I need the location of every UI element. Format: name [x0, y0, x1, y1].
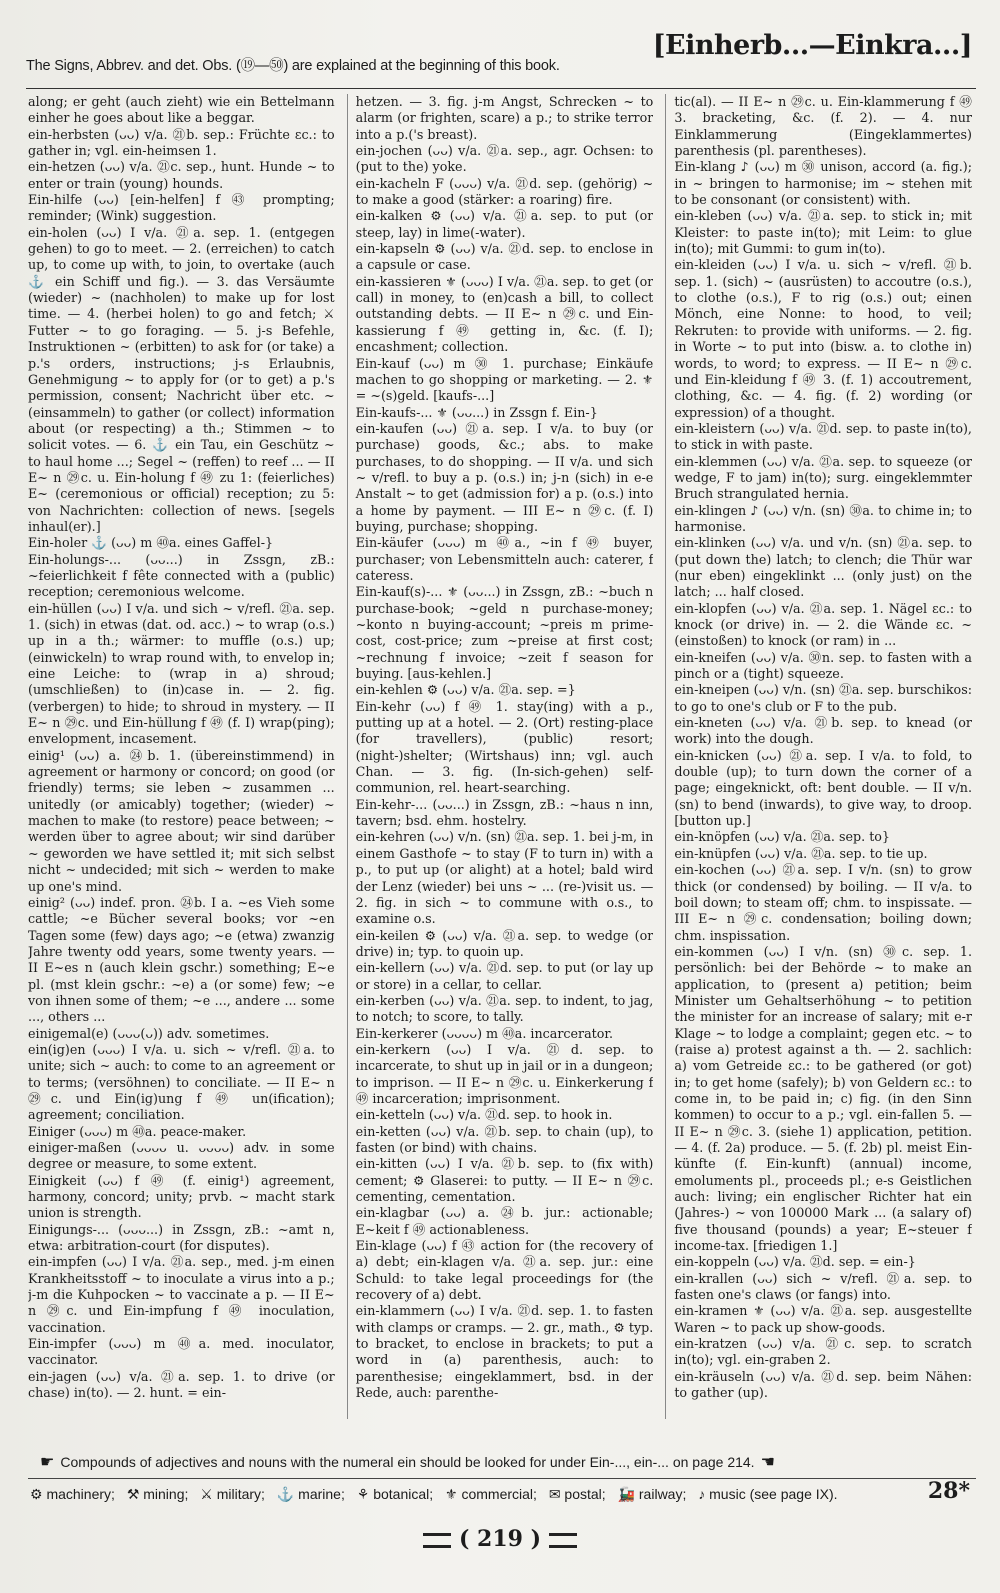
ornament-bar — [423, 1533, 451, 1548]
dictionary-entry: ein-kellern (ᴗᴗ) v/a. ㉑d. sep. to put (or lay up or store) in a cellar, to cellar. — [355, 960, 654, 992]
dictionary-entry: ein-kaufen (ᴗᴗ) ㉑a. sep. I v/a. to buy (or purchase) goods, &c.; abs. to make purchases, to do shopping. — II v/a. und sich ~ v/refl. to buy a p. (o.s.) in; j-n (sich) in e-e Anstalt ~ to get (admission for) a p. (o.s.) into a home by payment. — III E~ n ㉙c. (f. I) buying, purchase; shopping. — [355, 420, 654, 534]
legend-rule — [28, 1478, 976, 1479]
dictionary-entry: Ein-impfer (ᴗᴗᴗ) m ㊵a. med. inoculator, vaccinator. — [28, 1336, 335, 1368]
dictionary-entry: ein-kerben (ᴗᴗ) v/a. ㉑a. sep. to indent, to jag, to notch; to score, to tally. — [355, 992, 654, 1025]
column-right — [665, 94, 972, 1419]
column-middle — [347, 94, 654, 1419]
dictionary-entry: ein-keilen ⚙ (ᴗᴗ) v/a. ㉑a. sep. to wedge (or drive) in; typ. to quoin up. — [355, 927, 654, 959]
dictionary-entry: ein-kehren (ᴗᴗ) v/n. (sn) ㉑a. sep. 1. bei j-m, in einem Gasthofe ~ to stay (F to turn in) with a p., to put up (or alight) at a hotel; bald wird der Lenz (wieder) bei uns ~ ... (re-)visit us. — 2. fig. in sich ~ to commune with o.s., to examine o.s. — [355, 829, 654, 927]
dictionary-entry: ein-kacheln F (ᴗᴗᴗ) v/a. ㉑d. sep. (gehörig) ~ to make a good (stärker: a roaring) fire. — [355, 175, 654, 208]
footnote-text: Compounds of adjectives and nouns with the numeral ein should be looked for under Ein-..., ein-... on page 214. — [60, 1454, 755, 1470]
dictionary-entry: ein-koppeln (ᴗᴗ) v/a. ㉑d. sep. = ein-} — [674, 1254, 916, 1270]
dictionary-entry: ein-kleiden (ᴗᴗ) I v/a. u. sich ~ v/refl. ㉑b. sep. 1. (sich) ~ (ausrüsten) to accoutre (o.s.), to clothe (o.s.), F to rig (o.s.) out; einen Mönch, eine Nonne: to hood, to veil; Rekruten: to provide with uniforms. — 2. fig. in Worte ~ to put into (bisw. a. to clothe in) words, to word; to express. — II E~ n ㉙c. und Ein-kleidung f ㊾ 3. (f. 1) accoutrement, clothing, &c. — 4. fig. (f. 2) wording (or expression) of a thought. — [674, 257, 972, 420]
dictionary-entry: Einigkeit (ᴗᴗ) f ㊾ (f. einig¹) agreement, harmony, concord; unity; prvb. ~ macht stark union is strength. — [28, 1172, 335, 1221]
dictionary-entry: ein-herbsten (ᴗᴗ) v/a. ㉑b. sep.: Früchte ɛc.: to gather in; vgl. ein-heimsen 1. — [28, 126, 335, 159]
dictionary-entry: einiger-maßen (ᴗᴗᴗᴗ u. ᴗᴗᴗᴗ) adv. in some degree or measure, to some extent. — [28, 1140, 335, 1172]
dictionary-entry: ein-kratzen (ᴗᴗ) v/a. ㉑c. sep. to scratch in(to); vgl. ein-graben 2. — [674, 1336, 972, 1368]
dictionary-entry: Ein-klang ♪ (ᴗᴗ) m ㉚ unison, accord (a. fig.); in ~ bringen to harmonise; im ~ stehen mit to be consonant (or consistent) with. — [674, 159, 972, 208]
page-number-text: ( 219 ) — [458, 1526, 542, 1552]
dictionary-entry: ein-kleben (ᴗᴗ) v/a. ㉑a. sep. to stick in; mit Kleister: to paste in(to); mit Leim: to glue in(to); mit Gummi: to gum in(to). — [674, 208, 972, 257]
legend-item: ♪ music (see page IX). — [698, 1486, 838, 1502]
dictionary-entry: ein-kleistern (ᴗᴗ) v/a. ㉑d. sep. to paste in(to), to stick in with paste. — [674, 420, 972, 453]
dictionary-entry: ein-klopfen (ᴗᴗ) v/a. ㉑a. sep. 1. Nägel ɛc.: to knock (or drive) in. — 2. die Wände ɛc. ~ (einstoßen) to knock (or ram) in ... — [674, 600, 972, 649]
legend-item: ⚜ commercial; — [445, 1486, 537, 1502]
legend-item: ⚙ machinery; — [30, 1486, 115, 1502]
sheet-signature: 28* — [927, 1478, 970, 1504]
dictionary-entry: Ein-kehr-... (ᴗᴗ...) in Zssgn, zB.: ~haus n inn, tavern; bsd. ehm. hostelry. — [355, 796, 654, 829]
dictionary-entry: Ein-kaufs-... ⚜ (ᴗᴗ...) in Zssgn f. Ein-} — [355, 404, 598, 420]
dictionary-entry: ein-holen (ᴗᴗ) I v/a. ㉑a. sep. 1. (entgegen gehen) to go to meet. — 2. (erreichen) to catch up, to come up with, to join, to overtake (auch ⚓ ein Schiff und fig.). — 3. das Versäumte (wieder) ~ (nachholen) to make up for lost time. — 4. (herbei holen) to go and fetch; ⚔ Futter ~ to go foraging. — 5. j-s Befehle, Instruktionen ~ (erbitten) to ask for (or take) a p.'s orders, instructions; j-s Erlaubnis, Genehmigung ~ to apply for (or to get) a p.'s permission, consent; Nachricht über etc. ~ (einsammeln) to gather (or collect) information about (or respecting) a th.; Stimmen ~ to solicit votes. — 6. ⚓ ein Tau, ein Geschütz ~ to haul home ...; Segel ~ (reffen) to reef ... — II E~ n ㉙c. u. Ein-holung f ㊾ zu 1: (feierliches) E~ (ceremonious or official) reception; zu 5: von Nachrichten: collection of news. [segels inhaul(er).] — [28, 224, 335, 534]
guide-words: [Einherb...—Einkra...] — [652, 30, 972, 61]
header-rule — [26, 88, 976, 89]
dictionary-entry: ein-kapseln ⚙ (ᴗᴗ) v/a. ㉑d. sep. to enclose in a capsule or case. — [355, 241, 654, 273]
dictionary-entry: Ein-klage (ᴗᴗ) f ㊸ action for (the recovery of a) debt; ein-klagen v/a. ㉑a. sep. jur.: eine Schuld: to take legal proceedings for (the recovery of a) debt. — [355, 1238, 654, 1303]
dictionary-entry: tic(al). — II E~ n ㉙c. u. Ein-klammerung f ㊾ 3. bracketing, &c. (f. 2). — 4. nur Einklammerung (Eingeklammertes) parenthesis (pl. parentheses). — [674, 94, 972, 159]
dictionary-entry: ein-kneifen (ᴗᴗ) v/a. ㉚n. sep. to fasten with a pinch or a (tight) squeeze. — [674, 649, 972, 682]
legend-item: ⚘ botanical; — [356, 1486, 434, 1502]
dictionary-entry: ein-kneten (ᴗᴗ) v/a. ㉑b. sep. to knead (or work) into the dough. — [674, 715, 972, 747]
dictionary-entry: Einiger (ᴗᴗᴗ) m ㊵a. peace-maker. — [28, 1123, 247, 1139]
dictionary-entry: Ein-kauf(s)-... ⚜ (ᴗᴗ...) in Zssgn, zB.: ~buch n purchase-book; ~geld n purchase-money; ~konto n buying-account; ~preis m prime-cost, cost-price; zum ~preise at first cost; ~rechnung f invoice; ~zeit f season for buying. [aus-kehlen.] — [355, 584, 654, 682]
dictionary-entry: ein-klammern (ᴗᴗ) I v/a. ㉑d. sep. 1. to fasten with clamps or cramps. — 2. gr., math., ⚙ typ. to bracket, to enclose in brackets; to put a word in (a) parenthesis, auch: to parenthesise; eingeklammert, bsd. in der Rede, auch: parenthe- — [355, 1303, 654, 1401]
dictionary-entry: along; er geht (auch zieht) wie ein Bettelmann einher he goes about like a beggar. — [28, 94, 335, 126]
dictionary-entry: ein-kommen (ᴗᴗ) I v/n. (sn) ㉚c. sep. 1. persönlich: bei der Behörde ~ to make an application, to (present a) petition; beim Minister um Gehaltserhöhung ~ to petition the minister for an increase of salary; mit e-r Klage ~ to lodge a complaint; gegen etc. ~ to (raise a) protest against a th. — 2. sachlich: a) vom Getreide ɛc.: to be gathered (or got) in; to get home (safely); b) von Geldern ɛc.: to come in, to be paid in; c) fig. (in den Sinn kommen) to occur to a p.; vgl. ein-fallen 5. — II E~ n ㉙c. 3. (siehe 1) application, petition. — 4. (f. 2a) produce. — 5. (f. 2b) pl. meist Ein-künfte (f. Ein-kunft) (annual) income, emoluments pl., proceeds pl.; e-s Geistlichen auch: living; ein englischer Richter hat ein (Jahres-) ~ von 100000 Mark ... (a salary of) five thousand (pounds) a year; E~steuer f income-tax. [friedigen 1.] — [674, 943, 972, 1254]
ornament-bar — [549, 1533, 577, 1548]
dictionary-entry: ein-ketten (ᴗᴗ) v/a. ㉑b. sep. to chain (up), to fasten (or bind) with chains. — [355, 1123, 654, 1155]
dictionary-entry: ein-kramen ⚜ (ᴗᴗ) v/a. ㉑a. sep. ausgestellte Waren ~ to pack up show-goods. — [674, 1303, 972, 1335]
dictionary-entry: Ein-holer ⚓ (ᴗᴗ) m ㊵a. eines Gaffel-} — [28, 535, 274, 551]
dictionary-entry: Ein-kehr (ᴗᴗ) f ㊾ 1. stay(ing) with a p., putting up at a hotel. — 2. (Ort) resting-place (for travellers), (public) resort; (night-)shelter; (Wirtshaus) inn; vgl. auch Chan. — 3. fig. (In-sich-gehen) self-communion, rel. heart-searching. — [355, 698, 654, 796]
dictionary-entry: ein-kerkern (ᴗᴗ) I v/a. ㉑d. sep. to incarcerate, to shut up in jail or in a dungeon; to imprison. — II E~ n ㉙c. u. Einkerkerung f ㊾ incarceration; imprisonment. — [355, 1041, 654, 1106]
dictionary-entry: ein-knüpfen (ᴗᴗ) v/a. ㉑a. sep. to tie up. — [674, 845, 928, 861]
dictionary-entry: ein-kochen (ᴗᴗ) ㉑a. sep. I v/n. (sn) to grow thick (or condensed) by boiling. — II v/a. to boil down; to steam off; chm. to inspissate. — III E~ n ㉙c. condensation; boiling down; chm. inspissation. — [674, 862, 972, 943]
entry-columns — [28, 94, 972, 1419]
dictionary-entry: ein-klagbar (ᴗᴗ) a. ㉔b. jur.: actionable; E~keit f ㊾ actionableness. — [355, 1205, 654, 1237]
dictionary-entry: ein-hetzen (ᴗᴗ) v/a. ㉑c. sep., hunt. Hunde ~ to enter or train (young) hounds. — [28, 159, 335, 191]
dictionary-entry: Ein-kerkerer (ᴗᴗᴗᴗ) m ㊵a. incarcerator. — [355, 1025, 614, 1041]
legend-item: ✉ postal; — [548, 1486, 606, 1502]
dictionary-entry: ein-kitten (ᴗᴗ) I v/a. ㉑b. sep. to (fix with) cement; ⚙ Glaserei: to putty. — II E~ n ㉙c. cementing, cementation. — [355, 1156, 654, 1205]
dictionary-entry: ein-knöpfen (ᴗᴗ) v/a. ㉑a. sep. to} — [674, 829, 890, 845]
dictionary-entry: ein-kehlen ⚙ (ᴗᴗ) v/a. ㉑a. sep. =} — [355, 682, 576, 698]
abbreviation-note: The Signs, Abbrev. and det. Obs. (⑲—㊿) are explained at the beginning of this book. — [26, 58, 560, 74]
legend-item: 🚂 railway; — [617, 1486, 687, 1502]
legend-item: ⚒ mining; — [126, 1486, 189, 1502]
dictionary-entry: ein-knicken (ᴗᴗ) ㉑a. sep. I v/a. to fold, to double (up); to turn down the corner of a page; eingeknickt, oft: bent double. — II v/n. (sn) to bend (inwards), to give way, to droop. [button up.] — [674, 747, 972, 829]
dictionary-entry: ein-kassieren ⚜ (ᴗᴗᴗ) I v/a. ㉑a. sep. to get (or call) in money, to (en)cash a bill, to collect outstanding debts. — II E~ n ㉙c. und Ein-kassierung f ㊾ getting in, &c. (f. I); encashment; collection. — [355, 273, 654, 355]
page-number — [0, 1526, 1000, 1552]
symbol-legend — [30, 1486, 976, 1503]
compounds-footnote — [40, 1452, 970, 1472]
dictionary-entry: ein-kalken ⚙ (ᴗᴗ) v/a. ㉑a. sep. to put (or steep, lay) in lime(-water). — [355, 208, 654, 240]
dictionary-entry: einig¹ (ᴗᴗ) a. ㉔b. 1. (übereinstimmend) in agreement or harmony or concord; on good (or friendly) terms; sie leben ~ zusammen ... unitedly (or amicably) together; (wieder) ~ machen to make (to restore) peace between; ~ werden über to agree about; wir sind darüber ~ geworden we have settled it; mit sich selbst nicht ~ undecided; mit sich ~ werden to make up one's mind. — [28, 747, 335, 894]
dictionary-entry: ein-hüllen (ᴗᴗ) I v/a. und sich ~ v/refl. ㉑a. sep. 1. (sich) in etwas (dat. od. acc.) ~ to wrap (o.s.) up in a th.; wärmer: to muffle (o.s.) up; (einwickeln) to wrap round with, to envelop in; eine Leiche: to (wrap in a) shroud; (umschließen) to (in)case in. — 2. fig. (verbergen) to hide; to shroud in mystery. — II E~ n ㉙c. und Ein-hüllung f ㊾ (f. I) wrap(ping); envelopment, incasement. — [28, 600, 335, 747]
dictionary-entry: ein-kräuseln (ᴗᴗ) v/a. ㉑d. sep. beim Nähen: to gather (up). — [674, 1368, 972, 1401]
dictionary-entry: ein-klingen ♪ (ᴗᴗ) v/n. (sn) ㉚a. to chime in; to harmonise. — [674, 502, 972, 534]
dictionary-entry: ein-krallen (ᴗᴗ) sich ~ v/refl. ㉑a. sep. to fasten one's claws (or fangs) into. — [674, 1270, 972, 1303]
dictionary-entry: Ein-kauf (ᴗᴗ) m ㉚ 1. purchase; Einkäufe machen to go shopping or marketing. — 2. ⚜ = ~(s)geld. [kaufs-...] — [355, 355, 654, 404]
dictionary-entry: einigemal(e) (ᴗᴗᴗ(ᴗ)) adv. sometimes. — [28, 1025, 270, 1041]
pointing-hand-icon: ☛ — [40, 1454, 55, 1471]
dictionary-entry: Einigungs-... (ᴗᴗᴗ...) in Zssgn, zB.: ~amt n, etwa: arbitration-court (for disputes). — [28, 1221, 335, 1254]
legend-item: ⚓ marine; — [276, 1486, 345, 1502]
dictionary-entry: Ein-käufer (ᴗᴗᴗ) m ㊵a., ~in f ㊾ buyer, purchaser; von Lebensmitteln auch: caterer, f cateress. — [355, 535, 654, 583]
dictionary-entry: ein-ketteln (ᴗᴗ) v/a. ㉑d. sep. to hook in. — [355, 1107, 613, 1123]
dictionary-entry: ein-jagen (ᴗᴗ) v/a. ㉑a. sep. 1. to drive (or chase) in(to). — 2. hunt. = ein- — [28, 1368, 335, 1401]
dictionary-entry: hetzen. — 3. fig. j-m Angst, Schrecken ~ to alarm (or frighten, scare) a p.; to strike terror into a p.('s breast). — [355, 94, 654, 142]
page-header — [26, 30, 976, 92]
dictionary-entry: ein(ig)en (ᴗᴗᴗ) I v/a. u. sich ~ v/refl. ㉑a. to unite; sich ~ auch: to come to an agreement or to terms; (versöhnen) to conciliate. — II E~ n ㉙c. und Ein(ig)ung f ㊾ un(ification); agreement; conciliation. — [28, 1041, 335, 1123]
dictionary-entry: ein-klinken (ᴗᴗ) v/a. und v/n. (sn) ㉑a. sep. to (put down the) latch; to clench; die Thür war (nur eben) eingeklinkt ... (only just) on the latch; ... half closed. — [674, 535, 972, 600]
dictionary-entry: Ein-hilfe (ᴗᴗ) [ein-helfen] f ㊸ prompting; reminder; (Wink) suggestion. — [28, 192, 335, 224]
column-left — [28, 94, 335, 1419]
dictionary-entry: ein-jochen (ᴗᴗ) v/a. ㉑a. sep., agr. Ochsen: to (put to the) yoke. — [355, 143, 654, 175]
legend-item: ⚔ military; — [200, 1486, 265, 1502]
dictionary-entry: ein-impfen (ᴗᴗ) I v/a. ㉑a. sep., med. j-m einen Krankheitsstoff ~ to inoculate a virus into a p.; j-m die Kuhpocken ~ to vaccinate a p. — II E~ n ㉙c. und Ein-impfung f ㊾ inoculation, vaccination. — [28, 1254, 335, 1335]
dictionary-entry: ein-kneipen (ᴗᴗ) v/n. (sn) ㉑a. sep. burschikos: to go to one's club or F to the pub. — [674, 682, 972, 714]
dictionary-entry: einig² (ᴗᴗ) indef. pron. ㉔b. I a. ~es Vieh some cattle; ~e Bücher several books; vor ~en Tagen some (few) days ago; ~e (etwa) zwanzig Jahre twenty odd years, some twenty years. — II E~es n (auch klein gschr.) something; E~e pl. (mst klein gschr.: ~e) a (or some) few; ~e von ihnen some of them; ~e ..., andere ... some ..., others ... — [28, 894, 335, 1025]
pointing-hand-icon: ☚ — [760, 1454, 775, 1471]
dictionary-entry: ein-klemmen (ᴗᴗ) v/a. ㉑a. sep. to squeeze (or wedge, F to jam) in(to); surg. eingeklemmter Bruch strangulated hernia. — [674, 453, 972, 502]
dictionary-entry: Ein-holungs-... (ᴗᴗ...) in Zssgn, zB.: ~feierlichkeit f fête connected with a (public) reception; ceremonious welcome. — [28, 551, 335, 600]
